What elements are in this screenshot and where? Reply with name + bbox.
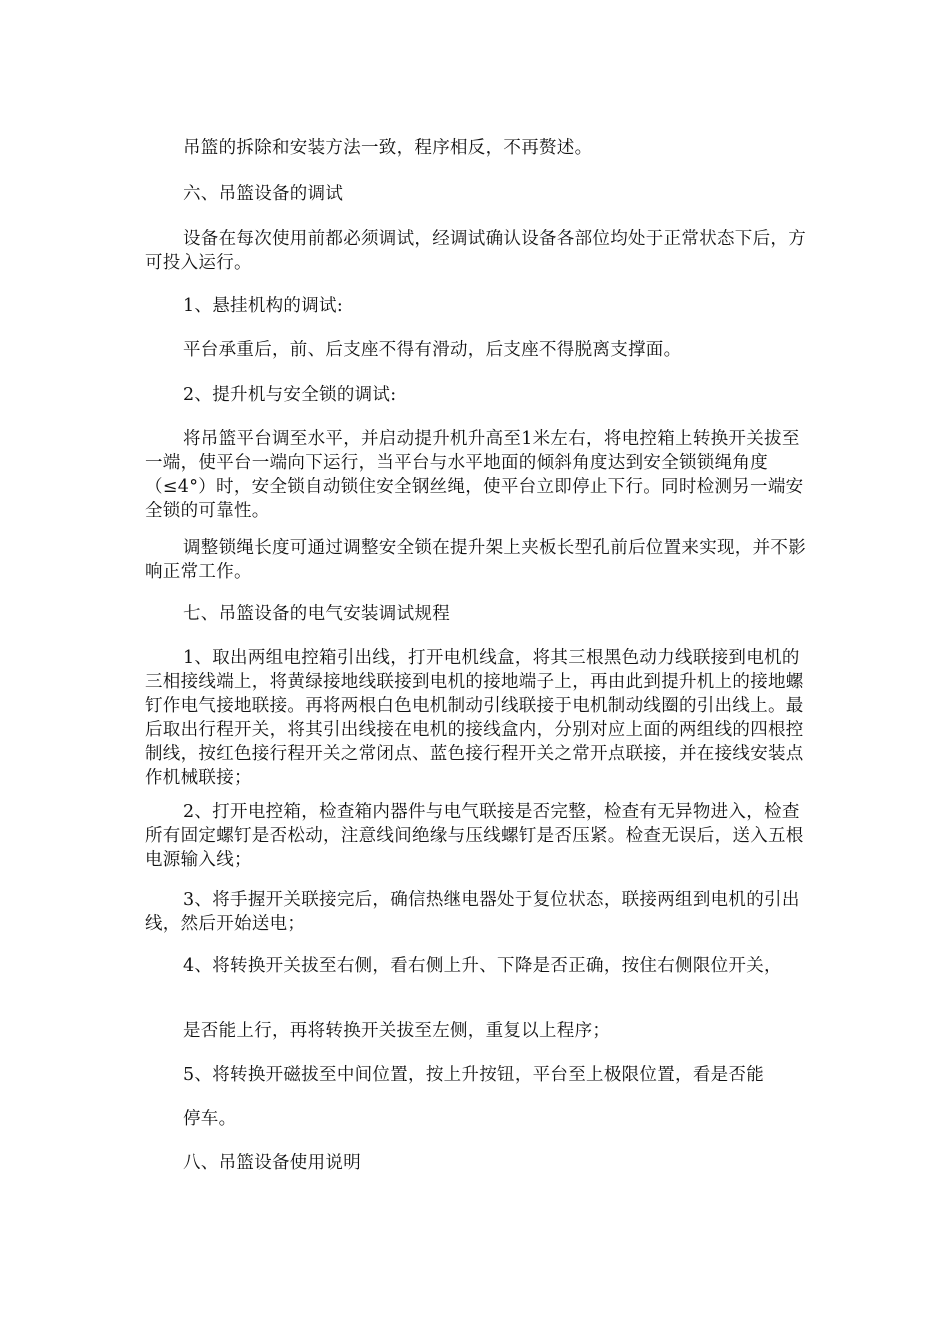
heading-hoist-lock-debug: 2、提升机与安全锁的调试: bbox=[183, 385, 397, 405]
paragraph-electrical-step-4-cont: 是否能上行，再将转换开关拔至左侧，重复以上程序； bbox=[183, 1021, 611, 1041]
paragraph-hoist-lock-debug: 将吊篮平台调至水平，并启动提升机升高至1米左右，将电控箱上转换开关拔至一端，使平台一端向下运行，当平台与水平地面的倾斜角度达到安全锁锁绳角度（≤4°）时，安全锁自动锁住安全钢丝绳，使平台立即停止下行。同时检测另一端安全锁的可靠性。 bbox=[145, 429, 804, 521]
paragraph-electrical-step-1: 1、取出两组电控箱引出线，打开电机线盒，将其三根黑色动力线联接到电机的三相接线端上，将黄绿接地线联接到电机的接地端子上，再由此到提升机上的接地螺钉作电气接地联接。再将两根白色电机制动引线联接于电机制动线圈的引出线上。最后取出行程开关，将其引出线接在电机的接线盒内，分别对应上面的两组线的四根控制线，按红色接行程开关之常闭点、蓝色接行程开关之常开点联接，并在接线安装点作机械联接； bbox=[145, 648, 804, 788]
heading-suspension-debug: 1、悬挂机构的调试: bbox=[183, 296, 344, 316]
paragraph-electrical-step-3: 3、将手握开关联接完后，确信热继电器处于复位状态，联接两组到电机的引出线，然后开始送电； bbox=[145, 890, 800, 934]
heading-section-eight: 八、吊篮设备使用说明 bbox=[183, 1153, 361, 1173]
paragraph-electrical-step-4: 4、将转换开关拔至右侧，看右侧上升、下降是否正确，按住右侧限位开关， bbox=[183, 956, 782, 976]
heading-section-six: 六、吊篮设备的调试 bbox=[183, 184, 344, 204]
paragraph-electrical-step-5-cont: 停车。 bbox=[183, 1109, 237, 1129]
paragraph-suspension-debug: 平台承重后，前、后支座不得有滑动，后支座不得脱离支撑面。 bbox=[183, 340, 682, 360]
paragraph-electrical-step-5: 5、将转换开磁拔至中间位置，按上升按钮，平台至上极限位置，看是否能 bbox=[183, 1065, 765, 1085]
paragraph-electrical-step-2: 2、打开电控箱，检查箱内器件与电气联接是否完整，检查有无异物进入，检查所有固定螺钉是否松动，注意线间绝缘与压线螺钉是否压紧。检查无误后，送入五根电源输入线； bbox=[145, 802, 804, 870]
heading-section-seven: 七、吊篮设备的电气安装调试规程 bbox=[183, 604, 450, 624]
paragraph-dismantle-note: 吊篮的拆除和安装方法一致，程序相反，不再赘述。 bbox=[183, 138, 593, 158]
paragraph-debug-intro: 设备在每次使用前都必须调试，经调试确认设备各部位均处于正常状态下后，方可投入运行。 bbox=[145, 229, 806, 273]
paragraph-lock-rope-adjust: 调整锁绳长度可通过调整安全锁在提升架上夹板长型孔前后位置来实现，并不影响正常工作。 bbox=[145, 538, 806, 582]
